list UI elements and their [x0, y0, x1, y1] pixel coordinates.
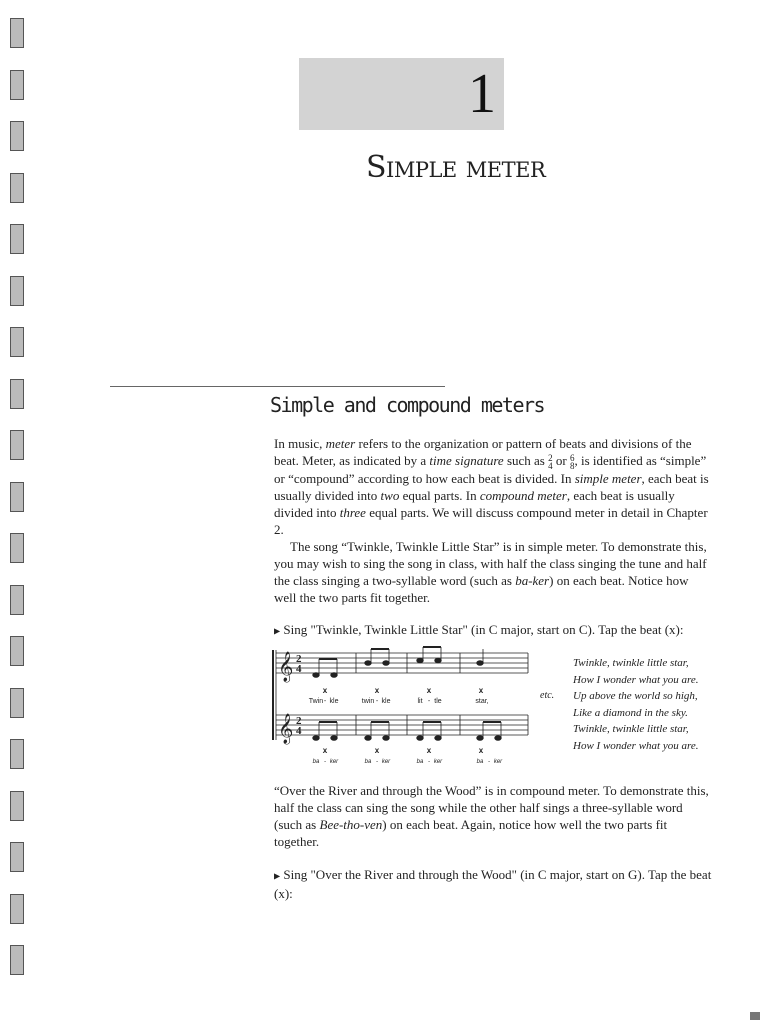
beat-mark: x [374, 686, 380, 695]
lyric-hyphen: - [324, 759, 326, 765]
instruction-text: Sing "Twinkle, Twinkle Little Star" (in C major, start on C). Tap the beat (x): [283, 622, 684, 637]
beat-mark: x [322, 686, 328, 695]
binding-ring [10, 842, 24, 872]
beat-mark: x [426, 746, 432, 755]
paragraph-twinkle-demo: The song “Twinkle, Twinkle Little Star” is in simple meter. To demonstrate this, you may wish to sing the song in class, with half the class singing the tune and half the class singing a two-syllable word (such as ba-ker) on each beat. Notice how well the two parts fit together. [274, 539, 707, 605]
beat-mark: x [374, 746, 380, 755]
instruction-sing-twinkle [274, 621, 683, 640]
binding-ring [10, 688, 24, 718]
lyric-syllable: kle [329, 698, 339, 705]
beat-mark: x [322, 746, 328, 755]
binding-ring [10, 894, 24, 924]
binding-ring [10, 276, 24, 306]
binding-ring [10, 173, 24, 203]
section-heading: Simple and compound meters [270, 393, 545, 417]
lyric-syllable: lit [417, 698, 423, 705]
chapter-title: Simple meter [366, 150, 546, 185]
instruction-sing-river [274, 866, 714, 902]
lyric-hyphen: - [376, 759, 378, 765]
spiral-binding [10, 18, 26, 978]
paragraph-meter-definition: In music, meter refers to the organization or pattern of beats and divisions of the beat. Meter, as indicated by a time signature such as 2 4 or 6 8 , is identified as “simple” or “compound” according to how each beat is divided. In simple meter, each beat is usually divided into two equal parts. In compound meter, each beat is usually divided into three equal parts. We will discuss compound meter in detail in Chapter 2. [274, 436, 709, 538]
lyric-syllable: tle [434, 698, 442, 705]
lyric-hyphen: - [488, 759, 490, 765]
section-rule [110, 386, 445, 387]
treble-clef-icon: 𝄞 [278, 652, 294, 682]
lyric-syllable: ba [476, 759, 484, 765]
lyric-line: How I wonder what you are. [573, 739, 699, 752]
svg-text:4: 4 [296, 663, 302, 675]
instruction-text: Sing "Over the River and through the Wood" (in C major, start on G). Tap the beat (x): [274, 867, 712, 901]
svg-text:4: 4 [296, 725, 302, 737]
binding-ring [10, 121, 24, 151]
binding-ring [10, 70, 24, 100]
lyric-line: How I wonder what you are. [573, 673, 699, 686]
lyric-hyphen: - [323, 698, 327, 705]
lyric-syllable: ker [381, 759, 391, 765]
lyric-line: Twinkle, twinkle little star, [573, 657, 689, 669]
lyric-syllable: ba [364, 759, 372, 765]
binding-ring [10, 739, 24, 769]
binding-ring [10, 945, 24, 975]
beat-mark: x [478, 686, 484, 695]
triangle-bullet-icon: ▶ [274, 626, 281, 636]
lyric-syllable: ba [312, 759, 320, 765]
lyric-syllable: ker [433, 759, 443, 765]
binding-ring [10, 636, 24, 666]
binding-ring [10, 791, 24, 821]
beat-mark: x [426, 686, 432, 695]
lyric-syllable: ker [329, 759, 339, 765]
lyric-syllable: star, [475, 698, 489, 705]
svg-text:2: 2 [296, 653, 302, 665]
binding-ring [10, 327, 24, 357]
lyric-syllable: Twin [308, 698, 324, 705]
lyric-line: Up above the world so high, [573, 690, 698, 702]
lyric-line: Twinkle, twinkle little star, [573, 723, 689, 735]
binding-ring [10, 533, 24, 563]
corner-mark [750, 1012, 760, 1020]
lyric-syllable: twin [361, 698, 375, 705]
binding-ring [10, 482, 24, 512]
paragraph-river-demo: “Over the River and through the Wood” is in compound meter. To demonstrate this, half the class can sing the song while the other half sings a three-syllable word (such as Bee-tho-ven) on each beat. Again, notice how well the two parts fit together. [274, 783, 709, 849]
treble-clef-icon: 𝄞 [278, 714, 294, 744]
chapter-number-box [299, 58, 504, 130]
lyric-hyphen: - [428, 759, 430, 765]
music-score [270, 645, 532, 767]
side-lyrics [573, 655, 698, 754]
beat-mark: x [478, 746, 484, 755]
lyric-hyphen: - [427, 698, 431, 705]
binding-ring [10, 379, 24, 409]
binding-ring [10, 430, 24, 460]
triangle-bullet-icon: ▶ [274, 871, 281, 881]
lyric-line: Like a diamond in the sky. [573, 706, 688, 719]
binding-ring [10, 224, 24, 254]
svg-text:2: 2 [296, 715, 302, 727]
binding-ring [10, 18, 24, 48]
lyric-syllable: ker [493, 759, 503, 765]
binding-ring [10, 585, 24, 615]
chapter-number: 1 [468, 63, 496, 125]
lyric-hyphen: - [375, 698, 379, 705]
etc-label: etc. [540, 690, 555, 701]
lyric-syllable: ba [416, 759, 424, 765]
lyric-syllable: kle [381, 698, 391, 705]
